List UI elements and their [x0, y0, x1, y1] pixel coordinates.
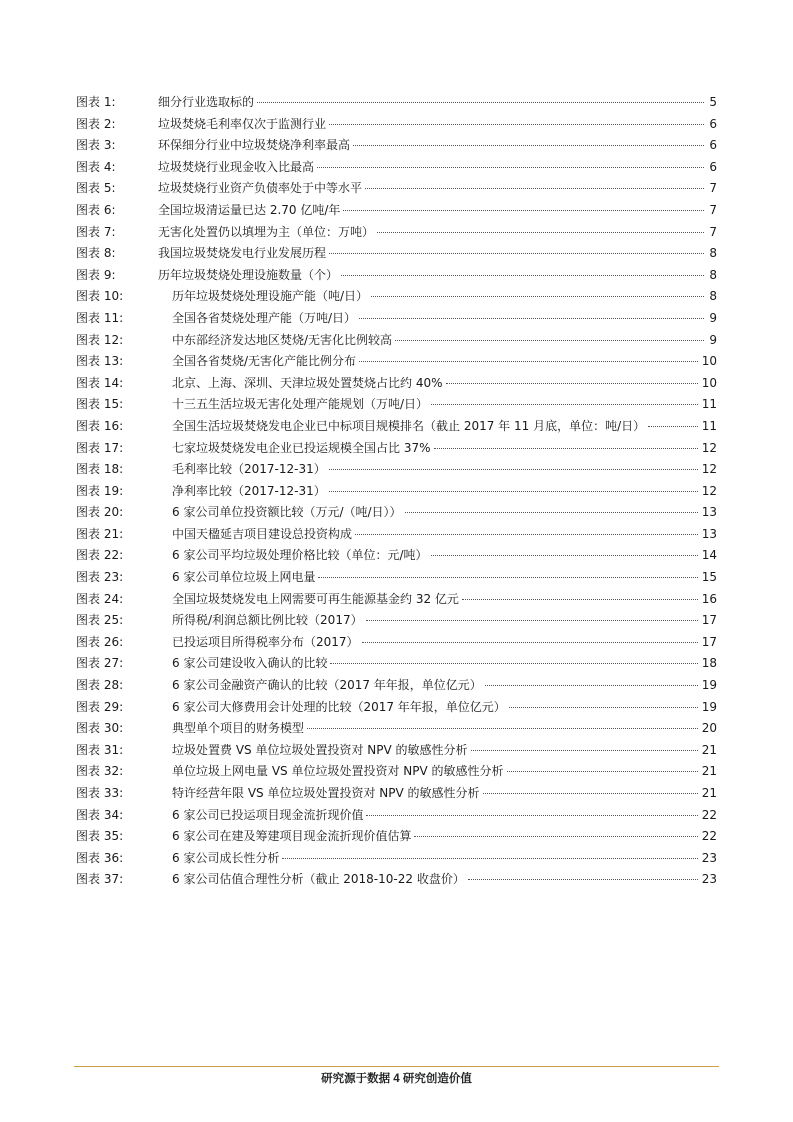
- toc-entry-title: 典型单个项目的财务模型: [172, 721, 305, 736]
- toc-entry-label: 图表 17:: [76, 440, 124, 455]
- toc-entry-label: 图表 25:: [76, 613, 124, 628]
- toc-entry-page: 9: [709, 310, 717, 325]
- toc-entry-page: 11: [701, 418, 717, 433]
- toc-entry-page: 5: [709, 95, 717, 109]
- toc-entry[interactable]: [76, 783, 717, 805]
- toc-entry-page: 19: [701, 699, 717, 714]
- toc-entry[interactable]: [76, 502, 717, 524]
- toc-entry-page: 12: [701, 440, 717, 455]
- toc-entry[interactable]: [76, 243, 717, 265]
- toc-entry-label: 图表 24:: [76, 591, 124, 606]
- dot-leader: [366, 815, 697, 816]
- toc-entry[interactable]: [76, 610, 717, 632]
- toc-entry-page: 13: [701, 505, 717, 520]
- toc-entry-label: 图表 5:: [76, 181, 116, 196]
- toc-entry-title: 6 家公司单位投资额比较（万元/（吨/日））: [172, 505, 402, 520]
- toc-entry-title: 我国垃圾焚烧发电行业发展历程: [158, 246, 327, 261]
- toc-entry-label: 图表 16:: [76, 418, 124, 433]
- toc-entry[interactable]: [76, 805, 717, 827]
- toc-entry-page: 23: [701, 872, 717, 887]
- toc-entry-page: 15: [701, 570, 717, 585]
- dot-leader: [377, 232, 704, 233]
- toc-entry[interactable]: [76, 653, 717, 675]
- dot-leader: [359, 318, 704, 319]
- dot-leader: [485, 685, 698, 686]
- toc-entry-label: 图表 32:: [76, 764, 124, 779]
- dot-leader: [341, 275, 704, 276]
- toc-entry-title: 毛利率比较（2017-12-31）: [172, 462, 326, 477]
- toc-entry-page: 21: [701, 764, 717, 779]
- toc-entry-page: 9: [709, 332, 717, 347]
- toc-entry-page: 22: [701, 829, 717, 844]
- dot-leader: [371, 296, 704, 297]
- toc-entry-page: 17: [701, 634, 717, 649]
- toc-entry-title: 全国各省焚烧处理产能（万吨/日）: [172, 310, 357, 325]
- toc-entry-label: 图表 22:: [76, 548, 124, 563]
- toc-entry[interactable]: [76, 438, 717, 460]
- toc-entry-title: 垃圾焚烧行业现金收入比最高: [158, 159, 315, 174]
- toc-entry-title: 中国天楹延吉项目建设总投资构成: [172, 526, 353, 541]
- toc-entry-label: 图表 4:: [76, 159, 116, 174]
- dot-leader: [462, 599, 698, 600]
- dot-leader: [446, 383, 698, 384]
- toc-entry-page: 20: [701, 721, 717, 736]
- toc-entry-page: 14: [701, 548, 717, 563]
- toc-entry[interactable]: [76, 869, 717, 891]
- toc-entry-page: 8: [709, 246, 717, 261]
- toc-entry-title: 6 家公司金融资产确认的比较（2017 年年报，单位亿元）: [172, 678, 482, 693]
- toc-entry-label: 图表 29:: [76, 699, 124, 714]
- footer-slogan: 研究源于数据 4 研究创造价值: [321, 1073, 472, 1085]
- toc-entry-label: 图表 20:: [76, 505, 124, 520]
- toc-entry-label: 图表 19:: [76, 483, 124, 498]
- dot-leader: [329, 491, 698, 492]
- toc-entry[interactable]: [76, 459, 717, 481]
- dot-leader: [329, 253, 704, 254]
- toc-entry-label: 图表 10:: [76, 289, 124, 304]
- toc-entry-label: 图表 6:: [76, 202, 116, 217]
- toc-entry[interactable]: [76, 373, 717, 395]
- dot-leader: [648, 426, 698, 427]
- toc-entry-page: 8: [709, 289, 717, 304]
- toc-entry[interactable]: [76, 351, 717, 373]
- toc-entry[interactable]: [76, 761, 717, 783]
- footer-divider: [74, 1066, 719, 1067]
- toc-entry-page: 22: [701, 807, 717, 822]
- toc-entry-title: 特许经营年限 VS 单位垃圾处置投资对 NPV 的敏感性分析: [172, 786, 480, 800]
- dot-leader: [318, 577, 697, 578]
- toc-entry-page: 12: [701, 483, 717, 498]
- toc-entry-title: 历年垃圾焚烧处理设施产能（吨/日）: [172, 289, 369, 304]
- toc-entry-title: 无害化处置仍以填埋为主（单位：万吨）: [158, 224, 375, 239]
- toc-entry-title: 6 家公司建设收入确认的比较: [172, 656, 328, 671]
- toc-entry-title: 细分行业选取标的: [158, 95, 255, 109]
- toc-entry-label: 图表 18:: [76, 462, 124, 477]
- toc-entry[interactable]: [76, 848, 717, 870]
- dot-leader: [355, 534, 698, 535]
- toc-entry-title: 七家垃圾焚烧发电企业已投运规模全国占比 37%: [172, 440, 431, 455]
- toc-entry[interactable]: [76, 675, 717, 697]
- toc-entry-title: 垃圾处置费 VS 单位垃圾处置投资对 NPV 的敏感性分析: [172, 742, 468, 757]
- toc-entry[interactable]: [76, 524, 717, 546]
- toc-entry-title: 6 家公司估值合理性分析（截止 2018-10-22 收盘价）: [172, 872, 465, 887]
- toc-entry[interactable]: [76, 589, 717, 611]
- figure-list: [76, 92, 717, 891]
- dot-leader: [257, 102, 704, 103]
- toc-entry-label: 图表 12:: [76, 332, 124, 347]
- toc-entry-title: 6 家公司已投运项目现金流折现价值: [172, 807, 364, 822]
- toc-entry-page: 10: [701, 354, 717, 369]
- toc-entry[interactable]: [76, 545, 717, 567]
- toc-entry-label: 图表 30:: [76, 721, 124, 736]
- dot-leader: [282, 858, 697, 859]
- toc-entry-title: 全国垃圾清运量已达 2.70 亿吨/年: [158, 202, 341, 217]
- toc-entry-label: 图表 34:: [76, 807, 124, 822]
- toc-entry-label: 图表 8:: [76, 246, 116, 261]
- toc-entry[interactable]: [76, 92, 717, 114]
- dot-leader: [330, 663, 697, 664]
- toc-entry-page: 17: [701, 613, 717, 628]
- dot-leader: [509, 707, 698, 708]
- toc-entry-page: 16: [701, 591, 717, 606]
- toc-entry-label: 图表 7:: [76, 224, 116, 239]
- toc-entry-title: 单位垃圾上网电量 VS 单位垃圾处置投资对 NPV 的敏感性分析: [172, 764, 504, 779]
- toc-entry-label: 图表 27:: [76, 656, 124, 671]
- dot-leader: [343, 210, 704, 211]
- toc-entry-title: 环保细分行业中垃圾焚烧净利率最高: [158, 138, 351, 153]
- dot-leader: [414, 836, 697, 837]
- toc-entry-label: 图表 14:: [76, 375, 124, 390]
- dot-leader: [353, 145, 704, 146]
- toc-entry-label: 图表 31:: [76, 742, 124, 757]
- toc-entry-title: 6 家公司大修费用会计处理的比较（2017 年年报，单位亿元）: [172, 699, 506, 714]
- toc-entry-page: 23: [701, 850, 717, 865]
- toc-entry-page: 7: [709, 224, 717, 239]
- dot-leader: [362, 642, 698, 643]
- toc-entry-page: 21: [701, 786, 717, 800]
- dot-leader: [507, 771, 698, 772]
- toc-entry-title: 中东部经济发达地区焚烧/无害化比例较高: [172, 332, 393, 347]
- dot-leader: [329, 124, 704, 125]
- toc-entry[interactable]: [76, 481, 717, 503]
- toc-entry-page: 12: [701, 462, 717, 477]
- dot-leader: [471, 750, 698, 751]
- toc-entry-label: 图表 37:: [76, 872, 124, 887]
- dot-leader: [405, 512, 698, 513]
- toc-entry-label: 图表 23:: [76, 570, 124, 585]
- toc-entry[interactable]: [76, 200, 717, 222]
- toc-entry-label: 图表 28:: [76, 678, 124, 693]
- toc-entry-label: 图表 33:: [76, 786, 124, 800]
- toc-entry[interactable]: [76, 308, 717, 330]
- dot-leader: [307, 728, 698, 729]
- toc-entry[interactable]: [76, 394, 717, 416]
- toc-entry[interactable]: [76, 157, 717, 179]
- toc-entry[interactable]: [76, 740, 717, 762]
- toc-entry-label: 图表 21:: [76, 526, 124, 541]
- dot-leader: [434, 448, 698, 449]
- toc-entry-page: 6: [709, 138, 717, 153]
- toc-entry-title: 6 家公司单位垃圾上网电量: [172, 570, 316, 585]
- toc-entry[interactable]: [76, 222, 717, 244]
- dot-leader: [317, 167, 704, 168]
- toc-entry-label: 图表 26:: [76, 634, 124, 649]
- toc-entry[interactable]: [76, 567, 717, 589]
- toc-entry[interactable]: [76, 416, 717, 438]
- toc-entry-label: 图表 13:: [76, 354, 124, 369]
- toc-entry-title: 北京、上海、深圳、天津垃圾处置焚烧占比约 40%: [172, 375, 443, 390]
- toc-entry-page: 6: [709, 116, 717, 131]
- toc-entry-title: 全国生活垃圾焚烧发电企业已中标项目规模排名（截止 2017 年 11 月底，单位：吨/日）: [172, 418, 646, 433]
- toc-entry-label: 图表 35:: [76, 829, 124, 844]
- toc-entry-page: 19: [701, 678, 717, 693]
- toc-entry-page: 7: [709, 202, 717, 217]
- toc-entry-title: 垃圾焚烧毛利率仅次于监测行业: [158, 116, 327, 131]
- toc-entry-title: 6 家公司成长性分析: [172, 850, 280, 865]
- toc-entry-page: 10: [701, 375, 717, 390]
- toc-entry[interactable]: [76, 826, 717, 848]
- toc-entry-page: 13: [701, 526, 717, 541]
- dot-leader: [329, 469, 698, 470]
- toc-entry[interactable]: [76, 718, 717, 740]
- toc-entry-label: 图表 9:: [76, 267, 116, 282]
- dot-leader: [431, 404, 698, 405]
- toc-entry-title: 历年垃圾焚烧处理设施数量（个）: [158, 267, 339, 282]
- toc-entry-label: 图表 36:: [76, 850, 124, 865]
- toc-entry-title: 6 家公司平均垃圾处理价格比较（单位：元/吨）: [172, 548, 428, 563]
- dot-leader: [395, 340, 704, 341]
- toc-entry[interactable]: [76, 330, 717, 352]
- toc-entry-title: 净利率比较（2017-12-31）: [172, 483, 326, 498]
- toc-entry-label: 图表 11:: [76, 310, 124, 325]
- toc-entry[interactable]: [76, 697, 717, 719]
- toc-entry-page: 21: [701, 742, 717, 757]
- toc-entry-page: 8: [709, 267, 717, 282]
- dot-leader: [483, 793, 698, 794]
- toc-entry-label: 图表 1:: [76, 95, 116, 109]
- toc-entry-label: 图表 3:: [76, 138, 116, 153]
- toc-entry-title: 已投运项目所得税率分布（2017）: [172, 634, 359, 649]
- dot-leader: [366, 620, 698, 621]
- toc-entry-page: 6: [709, 159, 717, 174]
- dot-leader: [431, 555, 698, 556]
- toc-entry-page: 18: [701, 656, 717, 671]
- dot-leader: [365, 188, 704, 189]
- toc-entry[interactable]: [76, 632, 717, 654]
- toc-entry-title: 十三五生活垃圾无害化处理产能规划（万吨/日）: [172, 397, 429, 412]
- toc-entry-title: 全国垃圾焚烧发电上网需要可再生能源基金约 32 亿元: [172, 591, 459, 606]
- toc-entry-title: 垃圾焚烧行业资产负债率处于中等水平: [158, 181, 363, 196]
- toc-entry-page: 11: [701, 397, 717, 412]
- toc-entry[interactable]: [76, 265, 717, 287]
- toc-entry[interactable]: [76, 114, 717, 136]
- toc-entry[interactable]: [76, 286, 717, 308]
- toc-entry-title: 6 家公司在建及筹建项目现金流折现价值估算: [172, 829, 412, 844]
- toc-entry-page: 7: [709, 181, 717, 196]
- toc-entry-label: 图表 2:: [76, 116, 116, 131]
- toc-entry-label: 图表 15:: [76, 397, 124, 412]
- toc-entry[interactable]: [76, 178, 717, 200]
- dot-leader: [468, 879, 698, 880]
- toc-entry-title: 全国各省焚烧/无害化产能比例分布: [172, 354, 357, 369]
- toc-entry-title: 所得税/利润总额比例比较（2017）: [172, 613, 363, 628]
- toc-entry[interactable]: [76, 135, 717, 157]
- dot-leader: [359, 361, 698, 362]
